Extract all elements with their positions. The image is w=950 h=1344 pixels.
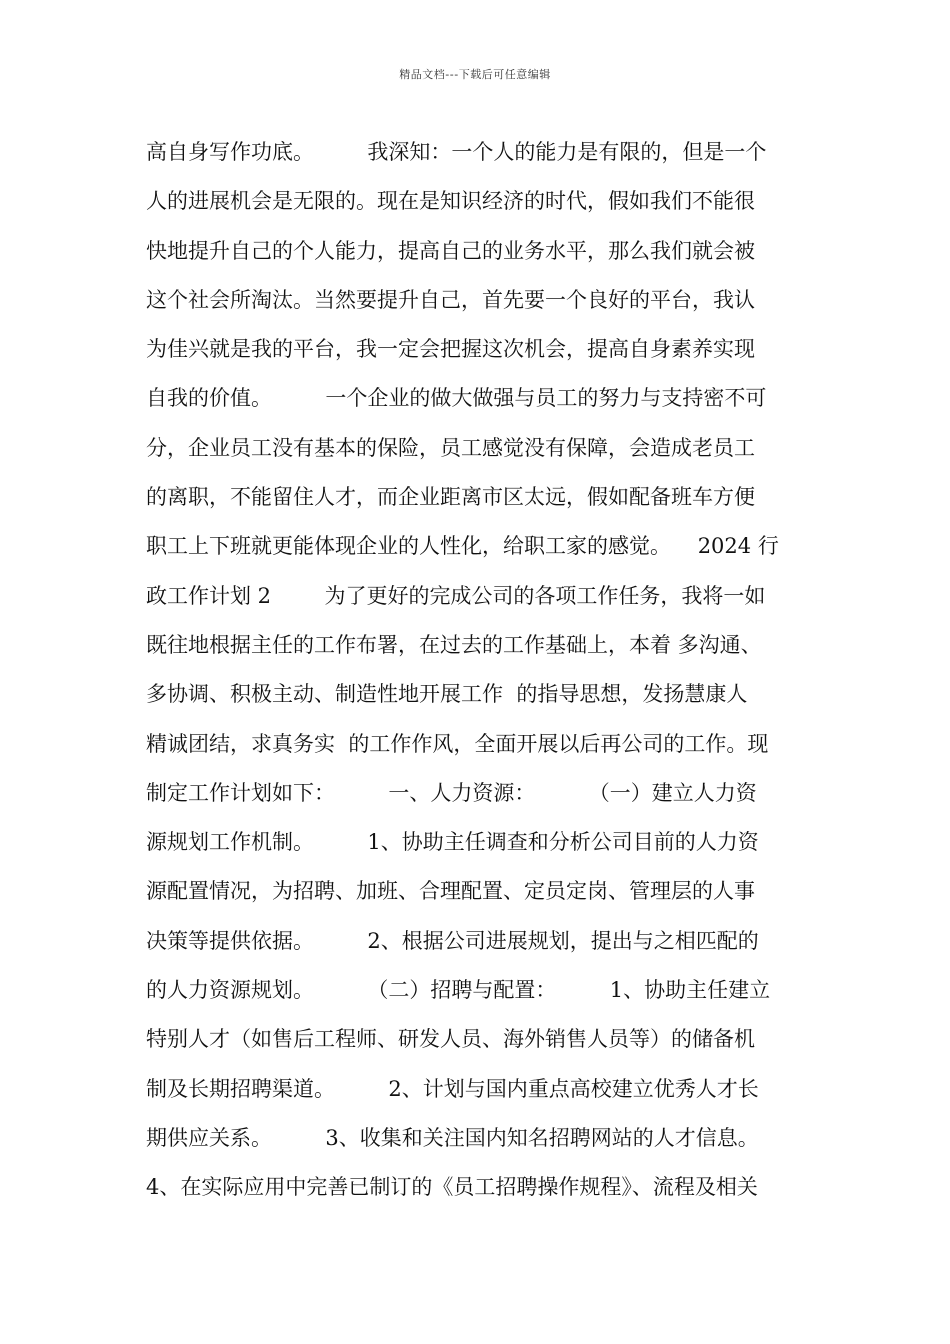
text-line: 多协调、积极主动、制造性地开展工作 的指导思想，发扬慧康人 — [146, 682, 748, 707]
text-line: 自我的价值。 一个企业的做大做强与员工的努力与支持密不可 — [146, 386, 767, 411]
page-header: 精品文档---下载后可任意编辑 — [399, 68, 551, 81]
document-body — [146, 128, 826, 1213]
text-line: 决策等提供依据。 2、根据公司进展规划，提出与之相匹配的 — [146, 928, 759, 953]
text-line: 为佳兴就是我的平台，我一定会把握这次机会，提高自身素养实现 — [146, 337, 755, 362]
text-line: 特别人才（如售后工程师、研发人员、海外销售人员等）的储备机 — [146, 1027, 755, 1052]
text-line: 的离职，不能留住人才，而企业距离市区太远，假如配备班车方便 — [146, 485, 755, 510]
text-line: 源配置情况，为招聘、加班、合理配置、定员定岗、管理层的人事 — [146, 879, 755, 904]
text-line: 源规划工作机制。 1、协助主任调查和分析公司目前的人力资 — [146, 830, 759, 855]
text-line: 职工上下班就更能体现企业的人性化，给职工家的感觉。 2024 行 — [146, 534, 779, 559]
text-line: 制定工作计划如下： 一、人力资源： （一）建立人力资 — [146, 780, 757, 805]
text-line: 4、在实际应用中完善已制订的《员工招聘操作规程》、流程及相关 — [146, 1175, 758, 1200]
text-line: 分，企业员工没有基本的保险，员工感觉没有保障，会造成老员工 — [146, 435, 755, 460]
text-line: 政工作计划 2 为了更好的完成公司的各项工作任务，我将一如 — [146, 583, 766, 608]
text-line: 高自身写作功底。 我深知：一个人的能力是有限的，但是一个 — [146, 140, 767, 164]
text-line: 人的进展机会是无限的。现在是知识经济的时代，假如我们不能很 — [146, 189, 755, 214]
text-line: 制及长期招聘渠道。 2、计划与国内重点高校建立优秀人才长 — [146, 1076, 759, 1101]
text-line: 既往地根据主任的工作布署，在过去的工作基础上，本着 多沟通、 — [146, 632, 762, 657]
text-line: 这个社会所淘汰。当然要提升自己，首先要一个良好的平台，我认 — [146, 287, 755, 312]
text-line: 的人力资源规划。 （二）招聘与配置： 1、协助主任建立 — [146, 978, 771, 1003]
text-line: 精诚团结，求真务实 的工作作风，全面开展以后再公司的工作。现 — [146, 731, 769, 756]
text-line: 期供应关系。 3、收集和关注国内知名招聘网站的人才信息。 — [146, 1125, 759, 1150]
text-line: 快地提升自己的个人能力，提高自己的业务水平，那么我们就会被 — [146, 238, 755, 263]
